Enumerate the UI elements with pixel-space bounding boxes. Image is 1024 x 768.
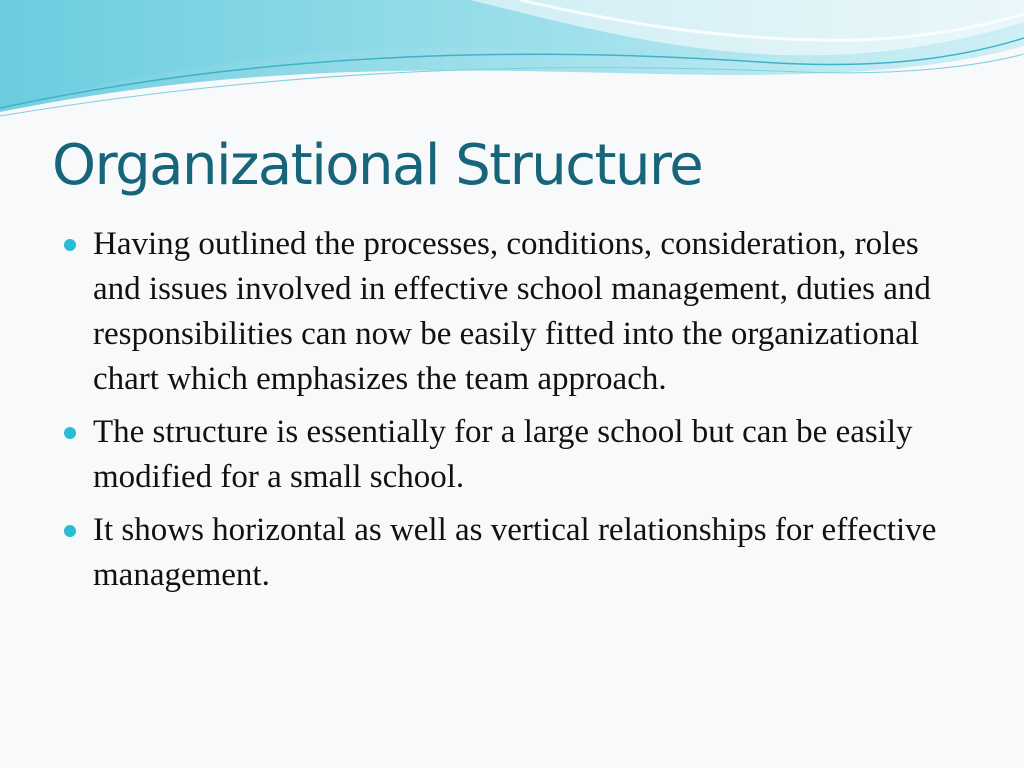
bullet-item <box>62 508 962 598</box>
bullet-item <box>62 222 962 402</box>
header-wave-decoration <box>0 0 1024 130</box>
bullet-text: It shows horizontal as well as vertical relationships for effective management. <box>93 512 937 593</box>
bullet-dot-icon <box>64 525 76 537</box>
bullet-dot-icon <box>64 427 76 439</box>
slide-title: Organizational Structure <box>52 133 703 198</box>
bullet-list <box>62 222 962 606</box>
bullet-dot-icon <box>64 239 76 251</box>
bullet-item <box>62 410 962 500</box>
bullet-text: Having outlined the processes, conditions, consideration, roles and issues involved in effective school management, duties and responsibilities can now be easily fitted into the organizational chart which emphasizes the team approach. <box>93 226 931 397</box>
bullet-text: The structure is essentially for a large school but can be easily modified for a small school. <box>93 414 913 495</box>
